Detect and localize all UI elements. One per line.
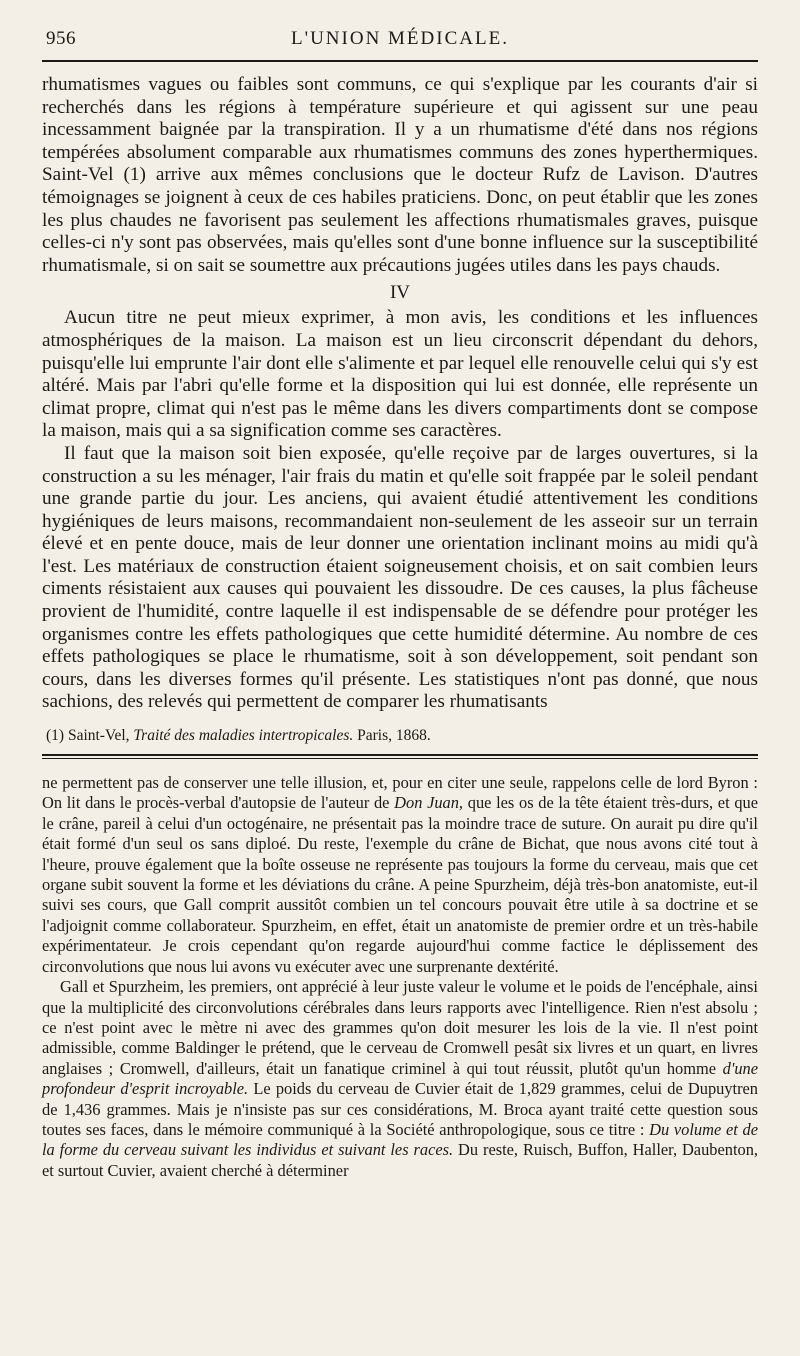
main-article — [42, 60, 758, 714]
broca-title: Du volume et de la forme du cerveau suivant les individus et suivant les races. — [42, 1119, 758, 1160]
paragraph-rhumatismes: rhumatismes vagues ou faibles sont communs, ce qui s'explique par les courants d'air si recherchés dans les régions à température supérieure et qui agissent sur une peau incessamment baignée par la transpiration. Il y a un rhumatisme d'été dans nos régions tempérées absolument comparable aux rhumatismes communs des zones hyperthermiques. Saint-Vel (1) arrive aux mêmes conclusions que le docteur Rufz de Lavison. D'autres témoignages se joignent à ceux de ces habiles praticiens. Donc, on peut établir que les zones les plus chaudes ne favorisent pas seulement les affections rhumatismales graves, puisque celles-ci n'y sont pas observées, mais qu'elles sont d'une bonne influence sur la susceptibilité rhumatismale, si on sait se soumettre aux précautions jugées utiles dans les pays chauds. — [42, 74, 758, 276]
gall-text-b: Le poids du cerveau de Cuvier était de 1,829 grammes, celui de Dupuytren de 1,436 grammes. Mais je n'insiste pas sur ces considérations, M. Broca ayant traité cette question sous toutes ses faces, dans le mémoire communiqué à la Société anthropologique, sous ce titre : — [42, 1079, 759, 1139]
paragraph-byron — [42, 773, 758, 977]
gall-text-c: Du reste, Ruisch, Buffon, Haller, Daubenton, et surtout Cuvier, avaient cherché à déterminer — [42, 1140, 758, 1180]
paragraph-gall-spurzheim — [42, 977, 758, 1181]
paragraph-exposition: Il faut que la maison soit bien exposée, qu'elle reçoive par de larges ouvertures, si la construction a su les ménager, l'air frais du matin et qu'elle soit frappée par le soleil pendant une grande partie du jour. Les anciens, qui avaient étudié attentivement les conditions hygiéniques de leurs maisons, recommandaient non-seulement de les asseoir sur un terrain élevé et en pente douce, mais de leur donner une orientation inclinant moins au midi qu'à l'est. Les matériaux de construction étaient soigneusement choisis, et on sait combien leurs ciments résistaient aux causes qui pouvaient les dissoudre. De ces causes, la plus fâcheuse provient de l'humidité, contre laquelle il est indispensable de se défendre pour protéger les organismes contre les effets pathologiques que cette humidité détermine. Au nombre de ces effets pathologiques se place le rhumatisme, soit à son développement, soit pendant son cours, dans les diverses formes qu'il présente. Les statistiques n'ont pas donné, que nous sachions, des relevés qui permettent de comparer les rhumatisants — [42, 442, 758, 713]
byron-text-a: ne permettent pas de conserver une telle illusion, et, pour en citer une seule, rappelons celle de lord Byron : On lit dans le procès-verbal d'autopsie de l'auteur de — [42, 773, 758, 813]
footnote-marker: (1) Saint-Vel, — [46, 727, 130, 745]
header-rule — [42, 60, 758, 62]
gall-text-a: Gall et Spurzheim, les premiers, ont apprécié à leur juste valeur le volume et le poids de l'encéphale, ainsi que la multiplicité des circonvolutions cérébrales dans leurs rapports avec l'intelligence. Rien n'est absolu ; ce n'est point avec le mètre ni avec des grammes qu'on doit mesurer les lois de la vie. Il n'est point admissible, comme Baldinger le prétend, que le cerveau de Cromwell pesât six livres et un quart, en livres anglaises ; Cromwell, d'ailleurs, était un fanatique criminel à qui tout réussit, plutôt qu'un homme — [42, 977, 758, 1078]
footnote-title: Traité des maladies intertropicales. — [133, 727, 354, 745]
feuilleton — [42, 759, 758, 1181]
page-number: 956 — [46, 28, 76, 49]
journal-title: L'UNION MÉDICALE. — [291, 28, 509, 49]
footnote — [42, 726, 758, 746]
section-heading: IV — [389, 282, 411, 304]
byron-text-b: que les os de la tête étaient très-durs, et que le crâne, pareil à celui d'un octogénaire, ne présentait pas la moindre trace de suture. On aurait pu dire qu'il était formé d'un seul os sans diploé. Du reste, l'exemple du crâne de Bichat, que nous avons cité tout à l'heure, prouve également que la boîte osseuse ne représente pas toujours la forme du cerveau, mais que cet organe subit souvent la forme et les déviations du crâne. A peine Spurzheim, déjà très-bon anatomiste, eut-il suivi ses cours, que Gall comprit aussitôt combien un tel concours pouvait être utile à sa doctrine et se l'adjoignit comme collaborateur. Spurzheim, en effet, était un anatomiste de premier ordre et un très-habile expérimentateur. Je crois cependant qu'on regarde aujourd'hui comme factice le déplissement des circonvolutions que nous lui avons vu exécuter avec une surprenante dextérité. — [42, 793, 758, 976]
page-header — [42, 0, 758, 60]
don-juan-title: Don Juan, — [394, 793, 464, 813]
paragraph-maison: Aucun titre ne peut mieux exprimer, à mon avis, les conditions et les influences atmosphériques de la maison. La maison est un lieu circonscrit dépendant du dehors, puisqu'elle lui emprunte l'air dont elle s'alimente et par lequel elle renouvelle celui qui s'y est altéré. Mais par l'abri qu'elle forme et la disposition qui lui est donnée, elle représente un climat propre, climat qui n'est pas le même dans les divers compartiments dont se compose la maison, mais qui a sa signification comme ses caractères. — [42, 307, 758, 442]
cromwell-quote: d'une profondeur d'esprit incroyable. — [42, 1058, 758, 1099]
footnote-place-date: Paris, 1868. — [357, 727, 431, 745]
